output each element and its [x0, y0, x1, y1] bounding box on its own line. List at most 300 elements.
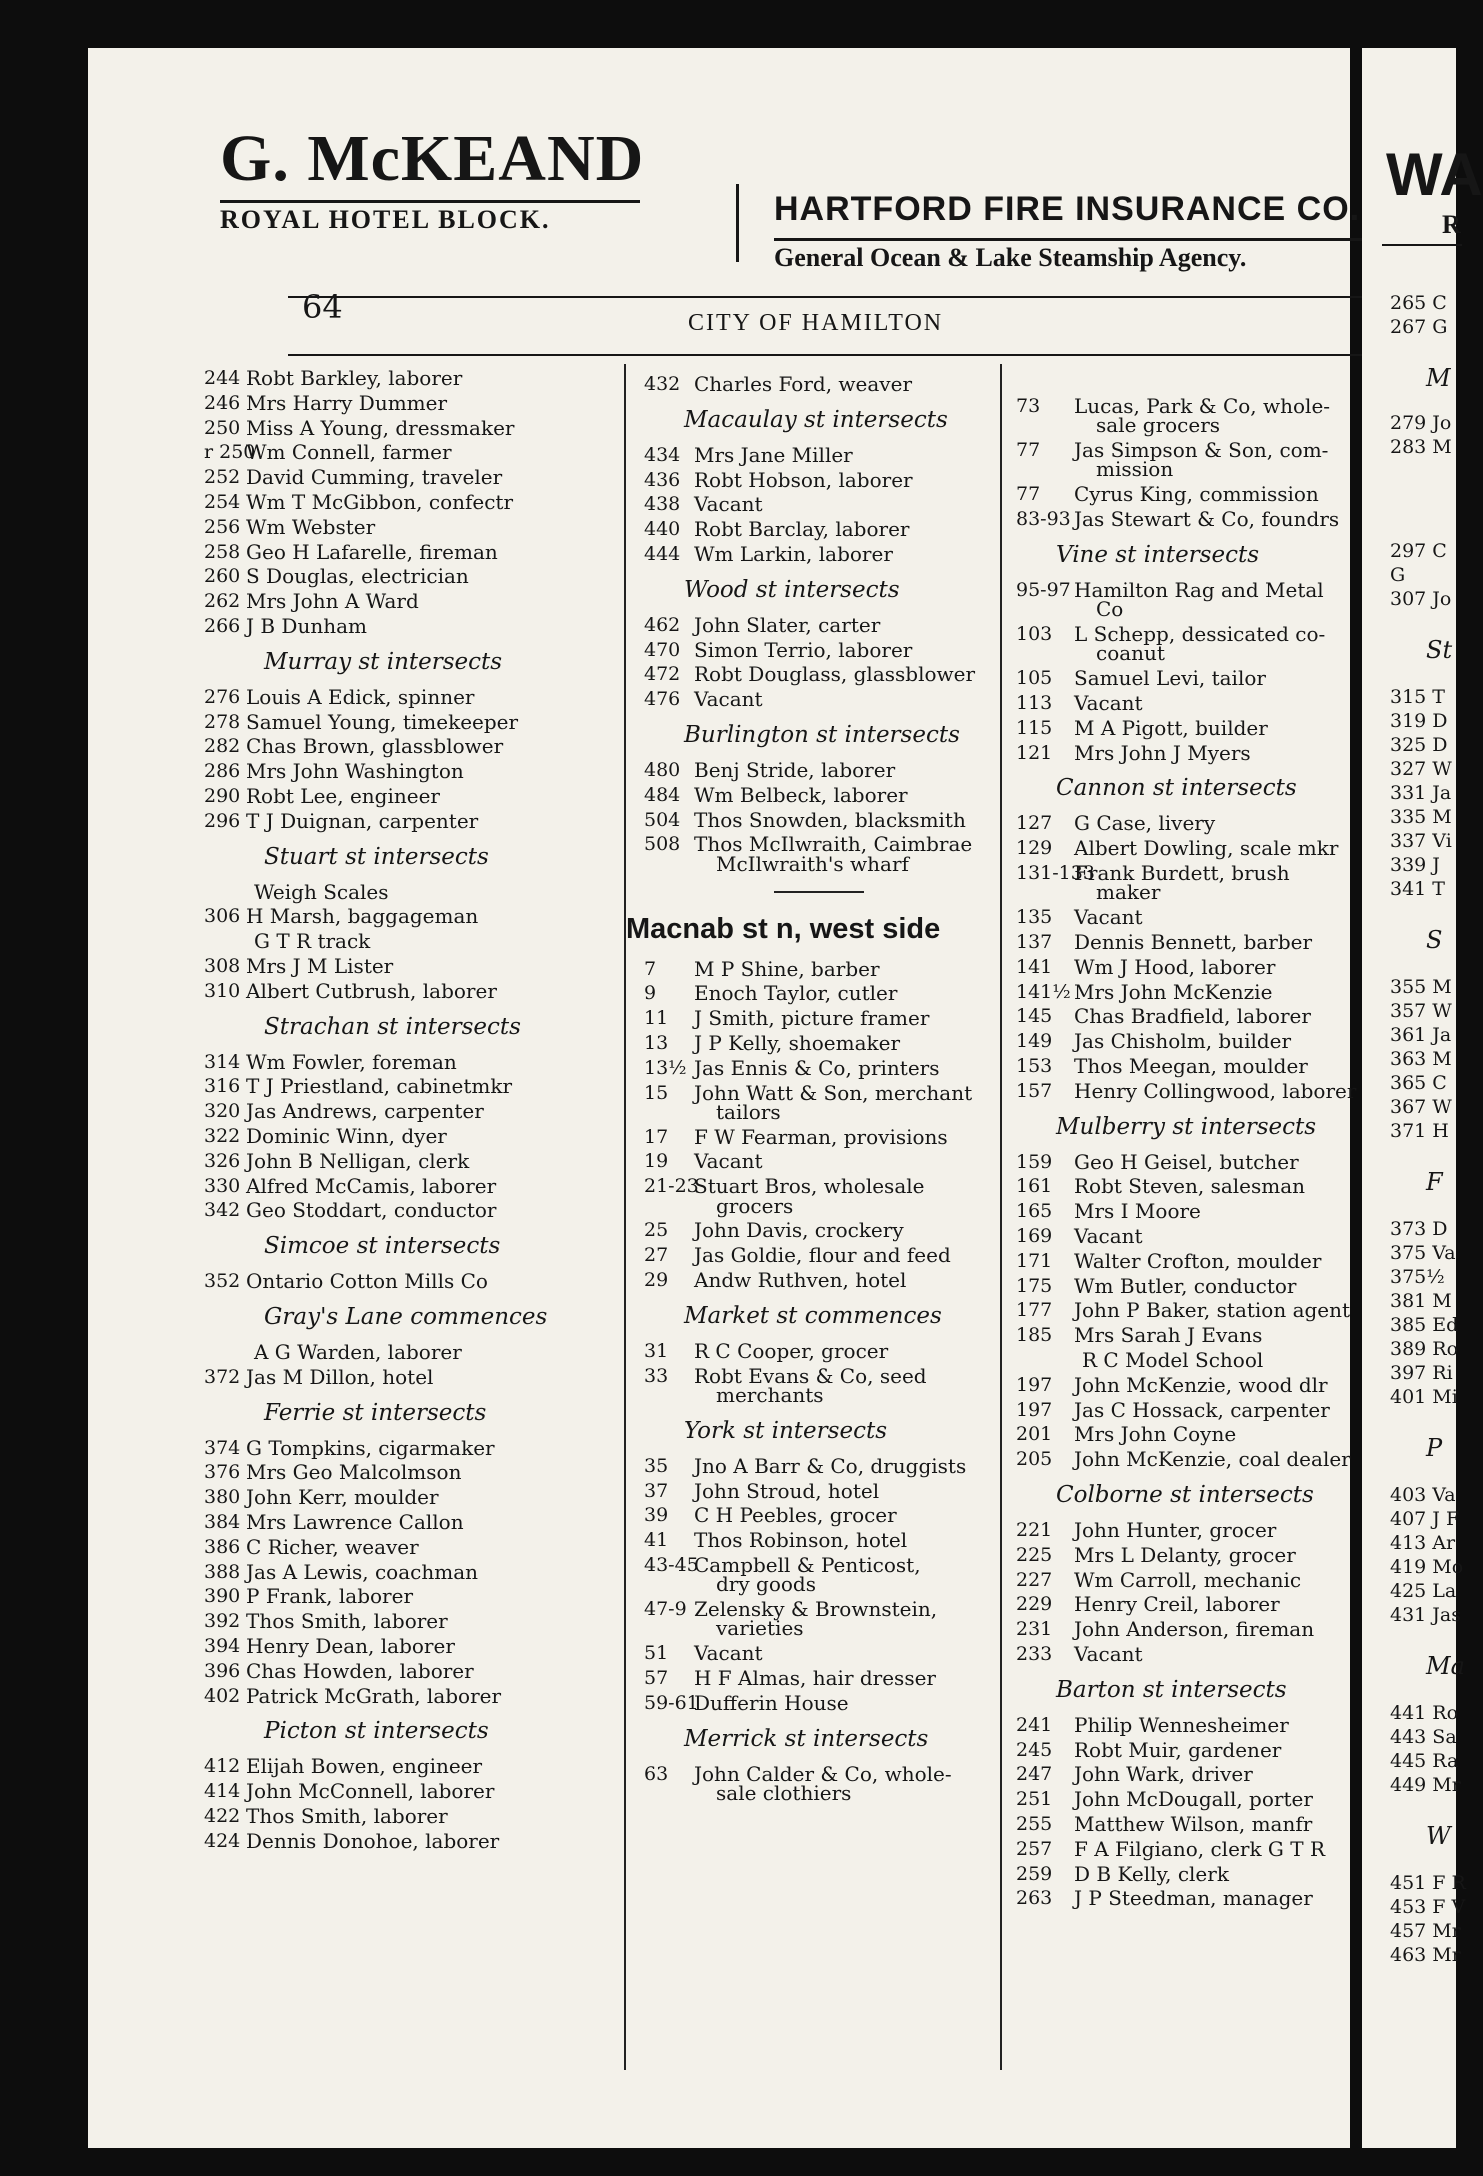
resident-name: Enoch Taylor, cutler — [694, 981, 898, 1006]
cross-street-heading: Strachan st intersects — [264, 1013, 521, 1040]
house-number: 260 — [204, 565, 241, 588]
adjacent-entry: 463 Mr — [1390, 1944, 1461, 1966]
house-number: 17 — [644, 1125, 669, 1148]
page-number: 64 — [302, 288, 343, 326]
resident-name: Henry Collingwood, laborer — [1074, 1078, 1357, 1103]
resident-name: H F Almas, hair dresser — [694, 1666, 936, 1691]
resident-name: Mrs I Moore — [1074, 1199, 1201, 1224]
adjacent-entry: 267 G — [1390, 316, 1448, 338]
resident-name: Jas Goldie, flour and feed — [694, 1243, 951, 1268]
adjacent-entry: 431 Jas — [1390, 1604, 1461, 1626]
resident-name: Thos Smith, laborer — [246, 1609, 448, 1634]
resident-name: Charles Ford, weaver — [694, 372, 912, 396]
resident-name: Chas Howden, laborer — [246, 1658, 474, 1683]
resident-name: Geo H Lafarelle, fireman — [246, 539, 498, 564]
house-number: 290 — [204, 785, 241, 807]
resident-name: Jas C Hossack, carpenter — [1074, 1397, 1330, 1422]
header-divider — [736, 184, 739, 262]
house-number: 462 — [644, 613, 681, 636]
house-number: 476 — [644, 688, 681, 711]
resident-name: Robt Barkley, laborer — [246, 366, 463, 390]
house-number: 227 — [1016, 1568, 1053, 1591]
house-number: 175 — [1016, 1274, 1053, 1297]
house-number: 141 — [1016, 955, 1053, 978]
resident-name: Mrs John Coyne — [1074, 1422, 1237, 1447]
resident-name: Cyrus King, commission — [1074, 482, 1319, 507]
house-number: 245 — [1016, 1738, 1053, 1761]
resident-name: Louis A Edick, spinner — [246, 684, 475, 709]
house-number: 372 — [204, 1365, 241, 1388]
resident-name: Henry Creil, laborer — [1074, 1592, 1280, 1617]
resident-name: Wm J Hood, laborer — [1074, 954, 1276, 979]
house-number: 388 — [204, 1560, 241, 1583]
cross-street-heading: Simcoe st intersects — [264, 1233, 501, 1260]
house-number: 103 — [1016, 623, 1053, 646]
adjacent-cross-street: M — [1426, 364, 1451, 392]
house-number: 422 — [204, 1805, 241, 1827]
resident-name: Albert Dowling, scale mkr — [1074, 836, 1339, 861]
resident-name: Wm T McGibbon, confectr — [246, 490, 514, 514]
resident-name: Wm Belbeck, laborer — [694, 782, 908, 807]
advertisement-right — [774, 188, 1414, 273]
resident-name: Vacant — [1074, 1641, 1143, 1666]
house-number: 444 — [644, 543, 681, 565]
house-number: 259 — [1016, 1862, 1053, 1885]
resident-name: Wm Carroll, mechanic — [1074, 1567, 1302, 1592]
resident-name: Thos Robinson, hotel — [694, 1528, 908, 1553]
adjacent-entry: 449 Mr — [1390, 1774, 1461, 1796]
resident-name: Alfred McCamis, laborer — [246, 1173, 497, 1198]
insurance-company-name: HARTFORD FIRE INSURANCE CO. — [774, 190, 1361, 228]
adjacent-entry: 337 Vi — [1390, 830, 1452, 852]
house-number: 316 — [204, 1075, 241, 1098]
house-number: 105 — [1016, 667, 1053, 690]
resident-name: Jas Simpson & Son, com- — [1074, 438, 1329, 463]
resident-name: Thos McIlwraith, Caimbrae — [694, 832, 973, 857]
resident-name: Jas Ennis & Co, printers — [694, 1055, 940, 1080]
resident-name: D B Kelly, clerk — [1074, 1861, 1229, 1886]
adjacent-entry: 283 M — [1390, 436, 1452, 458]
resident-name: Stuart Bros, wholesale — [694, 1174, 925, 1199]
cross-street-heading: Ferrie st intersects — [264, 1399, 487, 1426]
house-number: 31 — [644, 1339, 669, 1362]
resident-name: Jas Chisholm, builder — [1074, 1029, 1292, 1054]
house-number: 434 — [644, 443, 681, 466]
adjacent-entry: 297 C — [1390, 540, 1447, 562]
house-number: 352 — [204, 1270, 241, 1293]
resident-name: Dufferin House — [694, 1690, 849, 1715]
house-number: 380 — [204, 1486, 241, 1509]
adjacent-entry: 407 J F — [1390, 1508, 1460, 1530]
house-number: 247 — [1016, 1763, 1053, 1786]
house-number: 39 — [644, 1504, 669, 1527]
adjacent-page-strip — [1362, 48, 1483, 2148]
resident-name: L Schepp, dessicated co- — [1074, 622, 1326, 647]
resident-name: Philip Wennesheimer — [1074, 1712, 1289, 1737]
adjacent-entry: 385 Ed — [1390, 1314, 1459, 1336]
house-number: 322 — [204, 1125, 241, 1147]
house-number: 436 — [644, 468, 681, 491]
house-number: 246 — [204, 391, 241, 414]
house-number: 171 — [1016, 1249, 1053, 1272]
house-number: 95-97 — [1016, 578, 1071, 601]
house-number: 241 — [1016, 1713, 1053, 1736]
resident-name: John Davis, crockery — [694, 1218, 904, 1243]
resident-name: Ontario Cotton Mills Co — [246, 1269, 488, 1294]
resident-name: Thos Snowden, blacksmith — [694, 807, 966, 832]
house-number: 396 — [204, 1659, 241, 1682]
adjacent-entry: 397 Ri — [1390, 1362, 1453, 1384]
house-number: 7 — [644, 957, 657, 980]
adjacent-entry: 339 J — [1390, 854, 1440, 876]
house-number: 43-45 — [644, 1553, 699, 1576]
entry-continuation: merchants — [716, 1382, 824, 1407]
house-number: 384 — [204, 1511, 241, 1533]
house-number: 229 — [1016, 1593, 1053, 1616]
resident-name: John P Baker, station agent — [1074, 1298, 1351, 1323]
adjacent-cross-street: Ma — [1426, 1652, 1465, 1680]
adjacent-entry: 413 Ar — [1390, 1532, 1456, 1554]
cross-street-heading: Gray's Lane commences — [264, 1304, 548, 1330]
resident-name: T J Priestland, cabinetmkr — [246, 1074, 513, 1099]
house-number: 51 — [644, 1642, 669, 1665]
resident-name: J P Steedman, manager — [1074, 1886, 1313, 1911]
adjacent-entry: 307 Jo — [1390, 588, 1452, 610]
house-number: 342 — [204, 1199, 241, 1222]
house-number: 169 — [1016, 1224, 1053, 1247]
house-number: 177 — [1016, 1299, 1053, 1322]
adjacent-entry: 389 Ro — [1390, 1338, 1459, 1360]
house-number: 137 — [1016, 930, 1053, 953]
resident-name: Hamilton Rag and Metal — [1074, 577, 1324, 602]
house-number: 255 — [1016, 1812, 1053, 1835]
resident-name: M P Shine, barber — [694, 956, 880, 981]
cross-street-heading: Barton st intersects — [1056, 1676, 1287, 1703]
resident-name: Mrs John Washington — [246, 759, 464, 784]
resident-name: John Watt & Son, merchant — [694, 1080, 973, 1105]
resident-name: Vacant — [694, 492, 763, 517]
cross-street-heading: Macaulay st intersects — [684, 406, 948, 433]
resident-name: Mrs John J Myers — [1074, 740, 1251, 765]
directory-page — [88, 48, 1361, 2148]
house-number: 414 — [204, 1780, 241, 1803]
adjacent-entry: 441 Ro — [1390, 1702, 1459, 1724]
house-number: 77 — [1016, 439, 1041, 462]
column-rule — [1000, 364, 1002, 2070]
resident-name: Jas Stewart & Co, foundrs — [1074, 507, 1340, 532]
entry-continuation: maker — [1096, 880, 1161, 905]
resident-name: John Wark, driver — [1074, 1762, 1253, 1787]
house-number: 59-61 — [644, 1691, 699, 1714]
entry-continuation: tailors — [716, 1099, 781, 1124]
resident-name: Simon Terrio, laborer — [694, 637, 913, 662]
house-number: 440 — [644, 518, 681, 541]
cross-street-heading: Murray st intersects — [264, 648, 503, 675]
house-number: 263 — [1016, 1887, 1053, 1910]
entry-continuation: mission — [1096, 457, 1174, 482]
resident-name: Thos Meegan, moulder — [1074, 1053, 1308, 1078]
column-rule — [624, 364, 626, 2070]
resident-name: F W Fearman, provisions — [694, 1124, 948, 1149]
entry-continuation: coanut — [1096, 641, 1165, 666]
resident-name: Dennis Bennett, barber — [1074, 929, 1313, 954]
entry-continuation: sale clothiers — [716, 1781, 852, 1805]
house-number: 257 — [1016, 1837, 1053, 1860]
cross-street-heading: Picton st intersects — [264, 1718, 489, 1745]
adjacent-entry: 373 D — [1390, 1218, 1448, 1240]
house-number: 205 — [1016, 1448, 1053, 1471]
cross-street-heading: Market st commences — [684, 1302, 942, 1329]
resident-name: Campbell & Penticost, — [694, 1552, 921, 1577]
house-number: 159 — [1016, 1150, 1053, 1173]
resident-name: F A Filgiano, clerk G T R — [1074, 1836, 1326, 1861]
house-number: 244 — [204, 367, 241, 389]
resident-name: John McDougall, porter — [1074, 1787, 1313, 1812]
house-number: 145 — [1016, 1005, 1053, 1028]
house-number: 390 — [204, 1585, 241, 1608]
entry-continuation: grocers — [716, 1193, 794, 1218]
resident-name: Henry Dean, laborer — [246, 1634, 455, 1658]
resident-name: Wm Webster — [246, 514, 376, 539]
house-number: 113 — [1016, 691, 1053, 714]
resident-name: Thos Smith, laborer — [246, 1804, 448, 1828]
house-number: 424 — [204, 1829, 241, 1852]
adjacent-advertiser-sub: R — [1442, 210, 1461, 239]
resident-name: Walter Crofton, moulder — [1074, 1248, 1322, 1273]
resident-name: Samuel Levi, tailor — [1074, 666, 1266, 691]
advertiser-name: G. McKEAND — [220, 122, 645, 195]
house-number: 250 — [204, 416, 241, 439]
house-number: 508 — [644, 833, 681, 856]
resident-name: C H Peebles, grocer — [694, 1503, 897, 1528]
resident-name: Robt Barclay, laborer — [694, 517, 910, 542]
resident-name: G Tompkins, cigarmaker — [246, 1435, 495, 1460]
house-number: 296 — [204, 809, 241, 832]
resident-name: John B Nelligan, clerk — [246, 1148, 470, 1173]
house-number: 278 — [204, 710, 241, 733]
house-number: 256 — [204, 515, 241, 538]
resident-name: Dominic Winn, dyer — [246, 1124, 447, 1148]
resident-name: David Cumming, traveler — [246, 465, 503, 490]
resident-name: Jas M Dillon, hotel — [246, 1364, 434, 1389]
resident-name: R C Model School — [1082, 1347, 1264, 1372]
resident-name: Vacant — [1074, 905, 1143, 930]
resident-name: John Hunter, grocer — [1074, 1517, 1277, 1542]
resident-name: Wm Butler, conductor — [1074, 1273, 1297, 1298]
house-number: 254 — [204, 491, 241, 513]
resident-name: Wm Fowler, foreman — [246, 1049, 457, 1074]
adjacent-cross-street: St — [1426, 636, 1453, 664]
house-number: 310 — [204, 979, 241, 1002]
adjacent-entry: 331 Ja — [1390, 782, 1452, 804]
house-number: 262 — [204, 590, 241, 613]
adjacent-entry: 419 Mo — [1390, 1556, 1464, 1578]
adjacent-entry: 319 D — [1390, 710, 1448, 732]
house-number: 225 — [1016, 1543, 1053, 1566]
house-number: 251 — [1016, 1788, 1053, 1811]
house-number: 27 — [644, 1244, 669, 1267]
adjacent-entry: 279 Jo — [1390, 412, 1452, 434]
house-number: 13½ — [644, 1056, 687, 1079]
resident-name: Albert Cutbrush, laborer — [246, 978, 497, 1003]
house-number: 374 — [204, 1436, 241, 1459]
house-number: 73 — [1016, 395, 1041, 417]
resident-name: J P Kelly, shoemaker — [694, 1030, 901, 1055]
resident-name: John Calder & Co, whole- — [694, 1761, 952, 1786]
adjacent-entry: 327 W — [1390, 758, 1452, 780]
adjacent-cross-street: S — [1426, 926, 1443, 954]
resident-name: Robt Evans & Co, seed — [694, 1363, 927, 1388]
resident-name: Chas Bradfield, laborer — [1074, 1004, 1311, 1029]
resident-name: Weigh Scales — [254, 879, 389, 904]
adjacent-entry: 365 C — [1390, 1072, 1447, 1094]
resident-name: Mrs Lawrence Callon — [246, 1510, 464, 1534]
house-number: 165 — [1016, 1200, 1053, 1223]
resident-name: Robt Hobson, laborer — [694, 467, 913, 492]
house-number: 286 — [204, 760, 241, 783]
entry-continuation: sale grocers — [1096, 413, 1221, 438]
adjacent-entry: 325 D — [1390, 734, 1448, 756]
resident-name: Elijah Bowen, engineer — [246, 1754, 483, 1779]
house-number: 394 — [204, 1635, 241, 1657]
resident-name: John McKenzie, coal dealer — [1074, 1447, 1351, 1472]
house-number: 308 — [204, 955, 241, 977]
house-number: 276 — [204, 685, 241, 708]
header-rule — [288, 296, 1394, 298]
adjacent-entry: 381 M — [1390, 1290, 1452, 1312]
house-number: 19 — [644, 1150, 669, 1173]
resident-name: Robt Douglass, glassblower — [694, 662, 976, 687]
entry-continuation: dry goods — [716, 1572, 816, 1597]
adjacent-advertiser-name: WA — [1386, 141, 1483, 208]
cross-street-heading: Wood st intersects — [684, 576, 900, 603]
resident-name: Frank Burdett, brush — [1074, 860, 1290, 885]
house-number: 306 — [204, 905, 241, 928]
adjacent-entry: 335 M — [1390, 806, 1452, 828]
house-number: 197 — [1016, 1373, 1053, 1396]
resident-name: C Richer, weaver — [246, 1534, 419, 1559]
cross-street-heading: Mulberry st intersects — [1056, 1113, 1317, 1140]
resident-name: Andw Ruthven, hotel — [694, 1268, 907, 1293]
adjacent-entry: 371 H — [1390, 1120, 1449, 1142]
resident-name: M A Pigott, builder — [1074, 715, 1268, 740]
adjacent-entry: 355 M — [1390, 976, 1452, 998]
house-number: 83-93 — [1016, 508, 1071, 531]
house-number: 376 — [204, 1461, 241, 1484]
adjacent-entry: 401 Mi — [1390, 1386, 1458, 1408]
adjacent-entry: 453 F V — [1390, 1896, 1466, 1918]
cross-street-heading: Merrick st intersects — [684, 1725, 929, 1752]
resident-name: Mrs John McKenzie — [1074, 979, 1273, 1004]
street-section-heading: Macnab st n, west side — [626, 912, 941, 945]
house-number: 412 — [204, 1755, 241, 1778]
resident-name: Patrick McGrath, laborer — [246, 1683, 502, 1708]
resident-name: Mrs Geo Malcolmson — [246, 1460, 462, 1485]
resident-name: John Slater, carter — [694, 612, 881, 637]
resident-name: John Stroud, hotel — [694, 1478, 880, 1503]
house-number: 392 — [204, 1610, 241, 1633]
resident-name: H Marsh, baggageman — [246, 904, 479, 929]
resident-name: Robt Muir, gardener — [1074, 1737, 1282, 1762]
house-number: 258 — [204, 540, 241, 563]
resident-name: A G Warden, laborer — [254, 1340, 462, 1364]
house-number: 37 — [644, 1479, 669, 1502]
resident-name: Mrs Harry Dummer — [246, 390, 448, 415]
house-number: 201 — [1016, 1423, 1053, 1446]
resident-name: Vacant — [694, 687, 763, 712]
cross-street-heading: Burlington st intersects — [684, 722, 960, 748]
adjacent-entry: 375 Va — [1390, 1242, 1456, 1264]
section-divider — [774, 891, 864, 893]
adjacent-entry: G — [1390, 564, 1406, 586]
resident-name: Mrs Sarah J Evans — [1074, 1323, 1263, 1348]
resident-name: Jas A Lewis, coachman — [246, 1559, 478, 1584]
house-number: 149 — [1016, 1030, 1053, 1053]
resident-name: Mrs John A Ward — [246, 589, 419, 614]
entry-continuation: Co — [1096, 597, 1124, 622]
advertiser-address: ROYAL HOTEL BLOCK. — [220, 200, 640, 235]
house-number: 63 — [644, 1762, 669, 1785]
house-number: 127 — [1016, 812, 1053, 835]
house-number: 221 — [1016, 1518, 1053, 1541]
adjacent-entry: 451 F R — [1390, 1872, 1466, 1894]
adjacent-entry: 367 W — [1390, 1096, 1452, 1118]
running-head: CITY OF HAMILTON — [688, 310, 944, 336]
adjacent-cross-street: F — [1426, 1168, 1443, 1196]
house-number: 314 — [204, 1050, 241, 1073]
resident-name: Mrs J M Lister — [246, 954, 394, 978]
resident-name: John Kerr, moulder — [246, 1485, 439, 1510]
resident-name: P Frank, laborer — [246, 1584, 414, 1609]
house-number: 484 — [644, 783, 681, 806]
adjacent-entry: 457 Mr — [1390, 1920, 1461, 1942]
adjacent-cross-street: P — [1426, 1434, 1443, 1462]
adjacent-entry: 425 La — [1390, 1580, 1457, 1602]
house-number: 153 — [1016, 1054, 1053, 1077]
resident-name: Vacant — [1074, 1223, 1143, 1248]
house-number: 121 — [1016, 741, 1053, 764]
resident-name: Mrs Jane Miller — [694, 442, 853, 467]
resident-name: Samuel Young, timekeeper — [246, 709, 519, 734]
house-number: 135 — [1016, 906, 1053, 929]
house-number: 472 — [644, 663, 681, 686]
resident-name: John McKenzie, wood dlr — [1074, 1372, 1328, 1397]
adjacent-entry: 265 C — [1390, 292, 1447, 314]
house-number: 252 — [204, 466, 241, 489]
house-number: 141½ — [1016, 980, 1071, 1003]
content-rule — [288, 354, 1394, 356]
house-number: 233 — [1016, 1642, 1053, 1665]
resident-name: Benj Stride, laborer — [694, 758, 896, 782]
house-number: 13 — [644, 1031, 669, 1054]
resident-name: J Smith, picture framer — [694, 1006, 930, 1031]
resident-name: S Douglas, electrician — [246, 564, 469, 589]
house-number: 115 — [1016, 716, 1053, 739]
resident-name: Jno A Barr & Co, druggists — [694, 1453, 967, 1478]
house-number: 129 — [1016, 837, 1053, 860]
house-number: 330 — [204, 1174, 241, 1197]
house-number: 320 — [204, 1100, 241, 1123]
house-number: 41 — [644, 1529, 669, 1552]
house-number: 131-133 — [1016, 861, 1095, 884]
house-number: 29 — [644, 1269, 669, 1292]
adjacent-entry: 443 Sa — [1390, 1726, 1457, 1748]
resident-name: Miss A Young, dressmaker — [246, 415, 515, 440]
resident-name: G Case, livery — [1074, 811, 1216, 836]
adjacent-cross-street: W — [1426, 1822, 1451, 1850]
house-number: 438 — [644, 493, 681, 516]
resident-name: J B Dunham — [246, 614, 367, 638]
